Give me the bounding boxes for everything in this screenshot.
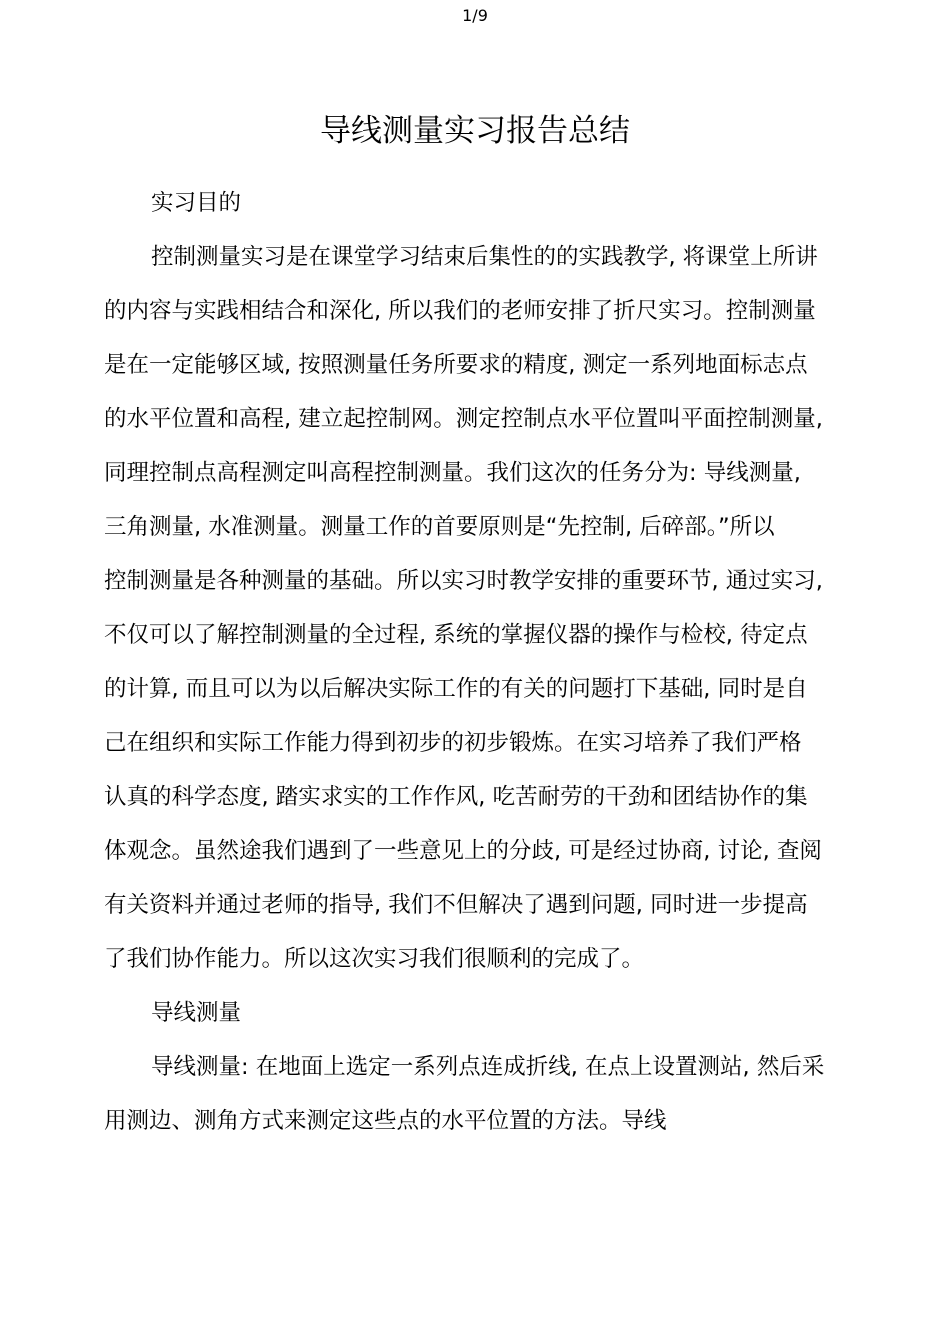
paragraph-line: 己在组织和实际工作能力得到初步的初步锻炼。在实习培养了我们严格 xyxy=(104,730,802,756)
paragraph-line: 的内容与实践相结合和深化, 所以我们的老师安排了折尺实习。控制测量 xyxy=(104,298,816,324)
paragraph-line: 的计算, 而且可以为以后解决实际工作的有关的问题打下基础, 同时是自 xyxy=(104,676,808,702)
paragraph-line: 用测边、测角方式来测定这些点的水平位置的方法。导线 xyxy=(104,1108,667,1134)
document-body xyxy=(104,176,860,1148)
document-title: 导线测量实习报告总结 xyxy=(320,113,630,149)
paragraph-line: 不仅可以了解控制测量的全过程, 系统的掌握仪器的操作与检校, 待定点 xyxy=(104,622,808,648)
section-heading-traverse: 导线测量 xyxy=(151,1000,242,1026)
paragraph-line: 了我们协作能力。所以这次实习我们很顺利的完成了。 xyxy=(104,946,645,972)
paragraph-line: 三角测量, 水准测量。测量工作的首要原则是“先控制, 后碎部。”所以 xyxy=(104,514,775,540)
section-heading-purpose: 实习目的 xyxy=(151,190,242,216)
paragraph-line: 体观念。虽然途我们遇到了一些意见上的分歧, 可是经过协商, 讨论, 查阅 xyxy=(104,838,822,864)
paragraph-line: 控制测量实习是在课堂学习结束后集性的的实践教学, 将课堂上所讲 xyxy=(151,244,818,270)
page-number: 1/9 xyxy=(462,6,488,25)
paragraph-line: 同理控制点高程测定叫高程控制测量。我们这次的任务分为: 导线测量, xyxy=(104,460,801,486)
paragraph-line: 认真的科学态度, 踏实求实的工作作风, 吃苦耐劳的干劲和团结协作的集 xyxy=(104,784,808,810)
paragraph-line: 是在一定能够区域, 按照测量任务所要求的精度, 测定一系列地面标志点 xyxy=(104,352,808,378)
paragraph-line: 导线测量: 在地面上选定一系列点连成折线, 在点上设置测站, 然后采 xyxy=(151,1054,825,1080)
paragraph-line: 有关资料并通过老师的指导, 我们不但解决了遇到问题, 同时进一步提高 xyxy=(104,892,808,918)
paragraph-line: 的水平位置和高程, 建立起控制网。测定控制点水平位置叫平面控制测量, xyxy=(104,406,823,432)
paragraph-line: 控制测量是各种测量的基础。所以实习时教学安排的重要环节, 通过实习, xyxy=(104,568,823,594)
